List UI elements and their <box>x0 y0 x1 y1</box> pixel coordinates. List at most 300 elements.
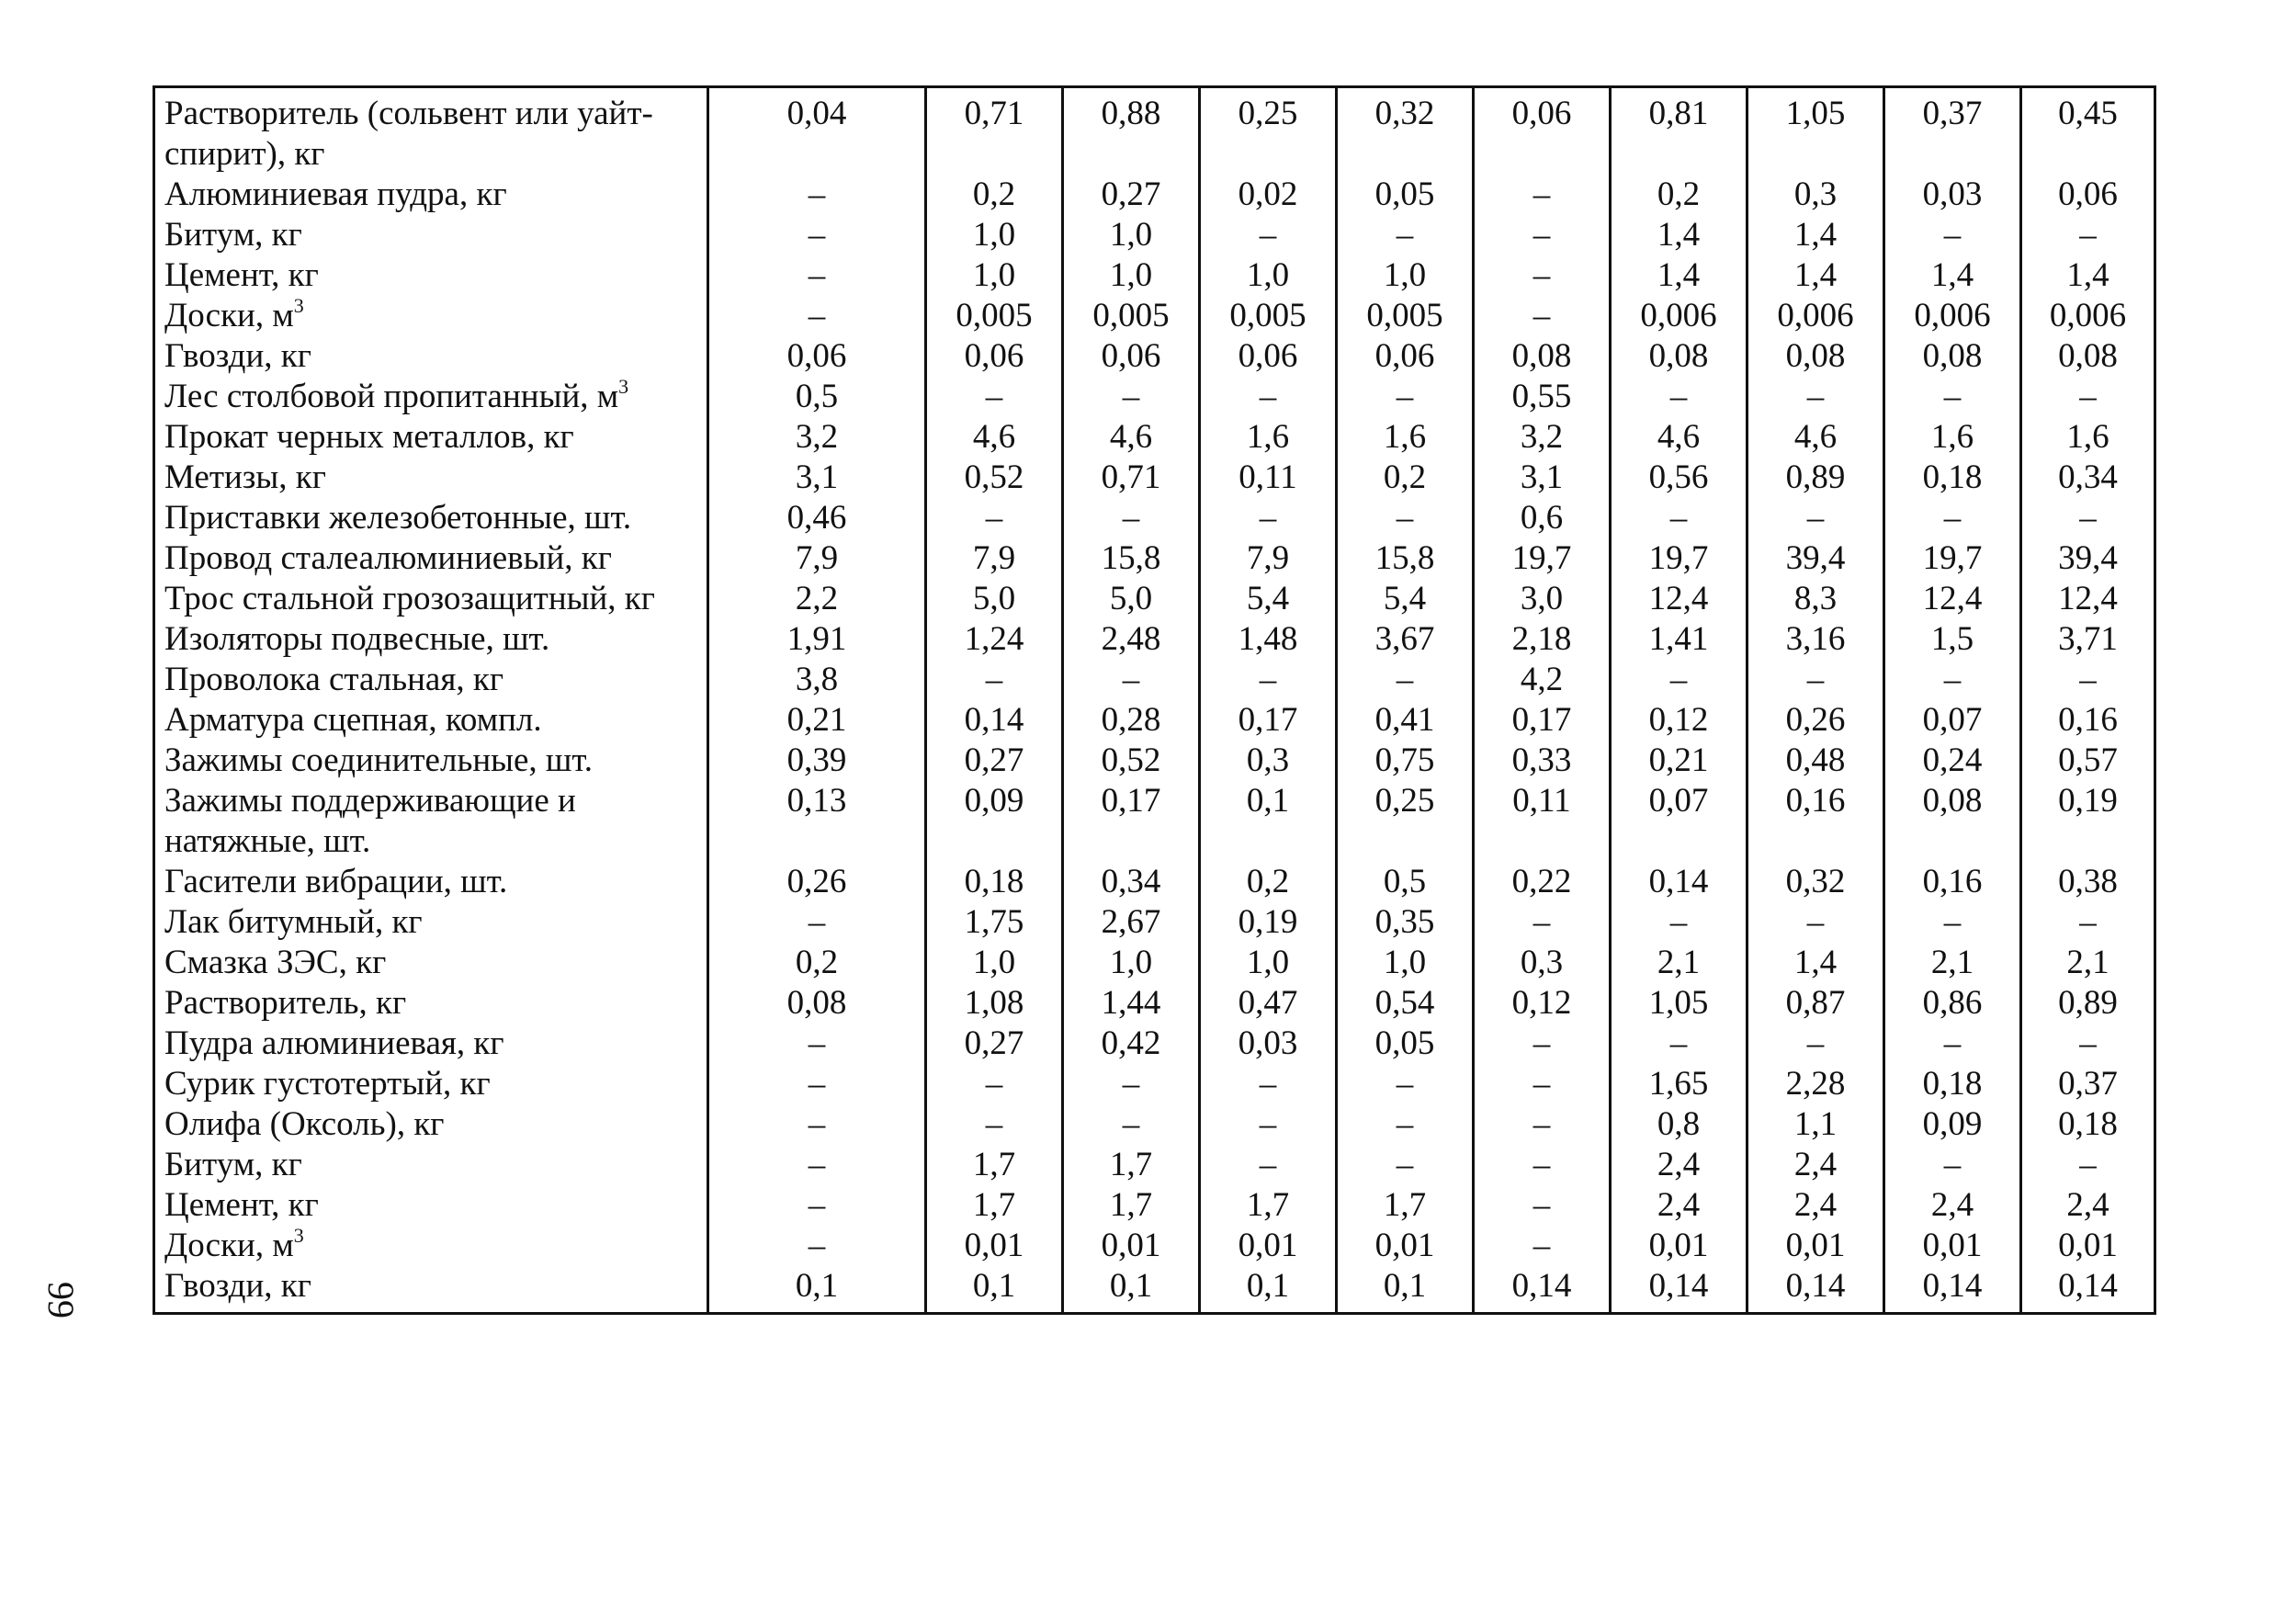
value-cell: 4,2 <box>1474 660 1611 700</box>
value-cell: 0,52 <box>1063 741 1200 781</box>
value-cell: 2,1 <box>1884 943 2021 983</box>
value-cell: – <box>1063 660 1200 700</box>
value-cell: – <box>2021 498 2155 538</box>
row-name: Провод сталеалюминиевый, кг <box>164 539 612 577</box>
value-cell: 4,6 <box>1611 417 1747 458</box>
value-cell: – <box>1884 1024 2021 1064</box>
value-cell: 0,8 <box>1611 1104 1747 1145</box>
row-name: Цемент, кг <box>164 1186 319 1224</box>
row-name: Трос стальной грозозащитный, кг <box>164 580 655 617</box>
value-cell: 4,6 <box>926 417 1063 458</box>
value-cell: 0,06 <box>1063 336 1200 377</box>
value-cell: 39,4 <box>2021 538 2155 579</box>
value-cell: – <box>1474 1185 1611 1226</box>
value-cell: 0,005 <box>1337 296 1474 336</box>
value-cell: – <box>708 1064 926 1104</box>
unit-superscript: 3 <box>293 1223 304 1247</box>
row-name-cell <box>154 781 708 862</box>
value-cell: 0,03 <box>1200 1024 1337 1064</box>
row-name: Гасители вибрации, шт. <box>164 863 508 900</box>
row-name: Метизы, кг <box>164 458 326 496</box>
value-cell: 0,56 <box>1611 458 1747 498</box>
value-cell: 0,006 <box>2021 296 2155 336</box>
value-cell: 0,45 <box>2021 87 2155 175</box>
value-cell: – <box>708 1226 926 1266</box>
value-cell: 1,24 <box>926 619 1063 660</box>
value-cell: 2,67 <box>1063 902 1200 943</box>
table-row <box>154 417 2155 458</box>
value-cell: 2,4 <box>2021 1185 2155 1226</box>
value-cell: 0,71 <box>1063 458 1200 498</box>
value-cell: 0,2 <box>1200 862 1337 902</box>
value-cell: 3,0 <box>1474 579 1611 619</box>
value-cell: – <box>926 1064 1063 1104</box>
value-cell: – <box>1884 660 2021 700</box>
value-cell: 2,4 <box>1884 1185 2021 1226</box>
value-cell: 0,04 <box>708 87 926 175</box>
value-cell: 1,08 <box>926 983 1063 1024</box>
table-row <box>154 1266 2155 1314</box>
value-cell: – <box>1884 902 2021 943</box>
value-cell: 3,2 <box>708 417 926 458</box>
row-name-cell <box>154 1104 708 1145</box>
value-cell: – <box>708 1145 926 1185</box>
value-cell: 0,01 <box>1747 1226 1884 1266</box>
value-cell: 1,7 <box>1063 1185 1200 1226</box>
value-cell: – <box>1611 1024 1747 1064</box>
value-cell: – <box>1884 498 2021 538</box>
value-cell: 0,17 <box>1200 700 1337 741</box>
value-cell: 0,01 <box>1063 1226 1200 1266</box>
row-name-cell <box>154 1266 708 1314</box>
value-cell: 1,0 <box>1063 215 1200 255</box>
value-cell: 0,01 <box>1337 1226 1474 1266</box>
value-cell: 0,21 <box>708 700 926 741</box>
value-cell: 0,1 <box>1063 1266 1200 1314</box>
table-row <box>154 660 2155 700</box>
row-name: Пудра алюминиевая, кг <box>164 1024 504 1062</box>
value-cell: 19,7 <box>1474 538 1611 579</box>
value-cell: – <box>926 377 1063 417</box>
value-cell: 2,4 <box>1611 1185 1747 1226</box>
value-cell: 0,17 <box>1474 700 1611 741</box>
row-name: Цемент, кг <box>164 256 319 294</box>
row-name-cell <box>154 336 708 377</box>
value-cell: 0,14 <box>1611 862 1747 902</box>
value-cell: 0,1 <box>1200 781 1337 862</box>
value-cell: – <box>1063 1064 1200 1104</box>
value-cell: 12,4 <box>2021 579 2155 619</box>
table-row <box>154 781 2155 862</box>
value-cell: 0,24 <box>1884 741 2021 781</box>
row-name-cell <box>154 943 708 983</box>
table-row <box>154 458 2155 498</box>
value-cell: 0,52 <box>926 458 1063 498</box>
row-name-cell <box>154 1145 708 1185</box>
value-cell: 1,05 <box>1611 983 1747 1024</box>
value-cell: 1,7 <box>1337 1185 1474 1226</box>
value-cell: – <box>708 175 926 215</box>
value-cell: 0,11 <box>1474 781 1611 862</box>
value-cell: 0,1 <box>926 1266 1063 1314</box>
value-cell: – <box>1063 498 1200 538</box>
value-cell: 0,71 <box>926 87 1063 175</box>
value-cell: 0,14 <box>926 700 1063 741</box>
value-cell: 0,37 <box>2021 1064 2155 1104</box>
value-cell: – <box>708 1024 926 1064</box>
value-cell: 4,6 <box>1747 417 1884 458</box>
table-row <box>154 1024 2155 1064</box>
row-name-cell <box>154 1185 708 1226</box>
value-cell: 0,14 <box>1474 1266 1611 1314</box>
value-cell: 0,57 <box>2021 741 2155 781</box>
value-cell: – <box>2021 1024 2155 1064</box>
value-cell: – <box>1063 377 1200 417</box>
value-cell: 0,28 <box>1063 700 1200 741</box>
value-cell: 1,6 <box>1884 417 2021 458</box>
value-cell: 3,67 <box>1337 619 1474 660</box>
value-cell: 2,2 <box>708 579 926 619</box>
value-cell: 0,3 <box>1474 943 1611 983</box>
value-cell: 1,5 <box>1884 619 2021 660</box>
value-cell: 0,08 <box>2021 336 2155 377</box>
value-cell: 0,54 <box>1337 983 1474 1024</box>
value-cell: 12,4 <box>1611 579 1747 619</box>
value-cell: – <box>1200 1064 1337 1104</box>
value-cell: 0,11 <box>1200 458 1337 498</box>
value-cell: – <box>708 1104 926 1145</box>
row-name: Растворитель (сольвент или уайт-спирит), кг <box>164 95 653 173</box>
value-cell: 19,7 <box>1884 538 2021 579</box>
value-cell: 1,0 <box>1063 255 1200 296</box>
value-cell: 12,4 <box>1884 579 2021 619</box>
value-cell: 2,4 <box>1747 1145 1884 1185</box>
value-cell: 0,006 <box>1747 296 1884 336</box>
value-cell: 0,13 <box>708 781 926 862</box>
value-cell: 8,3 <box>1747 579 1884 619</box>
value-cell: 3,1 <box>708 458 926 498</box>
table-row <box>154 700 2155 741</box>
value-cell: 1,0 <box>1337 255 1474 296</box>
value-cell: 0,18 <box>926 862 1063 902</box>
value-cell: 0,3 <box>1747 175 1884 215</box>
value-cell: 2,28 <box>1747 1064 1884 1104</box>
value-cell: – <box>1474 1226 1611 1266</box>
row-name: Смазка ЗЭС, кг <box>164 944 387 981</box>
value-cell: 0,06 <box>926 336 1063 377</box>
row-name: Проволока стальная, кг <box>164 661 504 698</box>
value-cell: 0,005 <box>1063 296 1200 336</box>
table-row <box>154 377 2155 417</box>
table-row <box>154 943 2155 983</box>
row-name: Приставки железобетонные, шт. <box>164 499 632 537</box>
value-cell: – <box>2021 215 2155 255</box>
value-cell: 1,0 <box>1200 255 1337 296</box>
value-cell: 0,08 <box>1611 336 1747 377</box>
value-cell: 0,26 <box>708 862 926 902</box>
value-cell: 0,32 <box>1337 87 1474 175</box>
value-cell: – <box>1200 660 1337 700</box>
value-cell: 0,37 <box>1884 87 2021 175</box>
row-name-cell <box>154 87 708 175</box>
value-cell: 1,7 <box>926 1185 1063 1226</box>
value-cell: 0,89 <box>1747 458 1884 498</box>
value-cell: – <box>708 1185 926 1226</box>
value-cell: 0,06 <box>1474 87 1611 175</box>
row-name-cell <box>154 741 708 781</box>
value-cell: – <box>1611 902 1747 943</box>
value-cell: 0,39 <box>708 741 926 781</box>
value-cell: 0,08 <box>1884 336 2021 377</box>
value-cell: 0,09 <box>926 781 1063 862</box>
value-cell: 0,16 <box>1884 862 2021 902</box>
value-cell: 1,4 <box>1611 215 1747 255</box>
row-name: Битум, кг <box>164 216 302 254</box>
value-cell: – <box>1474 296 1611 336</box>
value-cell: – <box>1884 1145 2021 1185</box>
value-cell: 0,5 <box>1337 862 1474 902</box>
value-cell: 1,05 <box>1747 87 1884 175</box>
value-cell: 0,01 <box>926 1226 1063 1266</box>
value-cell: 0,01 <box>1200 1226 1337 1266</box>
value-cell: 0,21 <box>1611 741 1747 781</box>
value-cell: 0,14 <box>2021 1266 2155 1314</box>
value-cell: 1,7 <box>926 1145 1063 1185</box>
value-cell: – <box>926 498 1063 538</box>
value-cell: 0,2 <box>708 943 926 983</box>
value-cell: 7,9 <box>708 538 926 579</box>
row-name: Гвозди, кг <box>164 337 311 375</box>
value-cell: – <box>2021 1145 2155 1185</box>
row-name: Лес столбовой пропитанный, м <box>164 378 619 415</box>
value-cell: 3,8 <box>708 660 926 700</box>
value-cell: 1,4 <box>1747 943 1884 983</box>
value-cell: 1,4 <box>1747 215 1884 255</box>
row-name: Доски, м <box>164 1227 294 1264</box>
row-name-cell <box>154 538 708 579</box>
value-cell: 0,1 <box>708 1266 926 1314</box>
value-cell: – <box>708 215 926 255</box>
table-row <box>154 255 2155 296</box>
value-cell: 3,16 <box>1747 619 1884 660</box>
value-cell: 0,08 <box>708 983 926 1024</box>
table-row <box>154 498 2155 538</box>
value-cell: – <box>1474 1145 1611 1185</box>
unit-superscript: 3 <box>293 293 304 317</box>
value-cell: – <box>708 255 926 296</box>
value-cell: 0,48 <box>1747 741 1884 781</box>
value-cell: 1,0 <box>1063 943 1200 983</box>
value-cell: 0,01 <box>1611 1226 1747 1266</box>
value-cell: 2,4 <box>1747 1185 1884 1226</box>
value-cell: 1,41 <box>1611 619 1747 660</box>
row-name: Арматура сцепная, компл. <box>164 701 542 739</box>
value-cell: 0,27 <box>926 741 1063 781</box>
value-cell: 0,26 <box>1747 700 1884 741</box>
value-cell: 0,5 <box>708 377 926 417</box>
value-cell: 0,2 <box>926 175 1063 215</box>
value-cell: – <box>1474 902 1611 943</box>
value-cell: – <box>1474 1104 1611 1145</box>
row-name-cell <box>154 458 708 498</box>
value-cell: 0,08 <box>1747 336 1884 377</box>
value-cell: – <box>1200 377 1337 417</box>
row-name-cell <box>154 293 708 336</box>
value-cell: 0,05 <box>1337 1024 1474 1064</box>
value-cell: 0,1 <box>1337 1266 1474 1314</box>
table-body <box>154 87 2155 1314</box>
table-row <box>154 1145 2155 1185</box>
value-cell: – <box>708 296 926 336</box>
value-cell: 7,9 <box>926 538 1063 579</box>
value-cell: 0,16 <box>2021 700 2155 741</box>
value-cell: 0,42 <box>1063 1024 1200 1064</box>
value-cell: 1,0 <box>1337 943 1474 983</box>
table-row <box>154 336 2155 377</box>
value-cell: – <box>1200 1104 1337 1145</box>
row-name-cell <box>154 1223 708 1266</box>
value-cell: 0,25 <box>1200 87 1337 175</box>
value-cell: – <box>1337 660 1474 700</box>
value-cell: 0,38 <box>2021 862 2155 902</box>
value-cell: 0,08 <box>1474 336 1611 377</box>
row-name-cell <box>154 619 708 660</box>
value-cell: 1,4 <box>1611 255 1747 296</box>
value-cell: – <box>1747 660 1884 700</box>
value-cell: 0,34 <box>1063 862 1200 902</box>
table-row <box>154 579 2155 619</box>
value-cell: 0,09 <box>1884 1104 2021 1145</box>
value-cell: 0,06 <box>2021 175 2155 215</box>
value-cell: 0,19 <box>1200 902 1337 943</box>
table-row <box>154 619 2155 660</box>
row-name: Зажимы поддерживающие и натяжные, шт. <box>164 782 576 860</box>
value-cell: – <box>1474 255 1611 296</box>
value-cell: 1,4 <box>1747 255 1884 296</box>
value-cell: 0,14 <box>1884 1266 2021 1314</box>
value-cell: 5,4 <box>1337 579 1474 619</box>
value-cell: 1,7 <box>1063 1145 1200 1185</box>
table-row <box>154 1104 2155 1145</box>
value-cell: 0,86 <box>1884 983 2021 1024</box>
table-row <box>154 1226 2155 1266</box>
row-name-cell <box>154 374 708 417</box>
value-cell: – <box>1474 1064 1611 1104</box>
value-cell: 0,27 <box>926 1024 1063 1064</box>
value-cell: 1,0 <box>926 943 1063 983</box>
row-name: Гвозди, кг <box>164 1267 311 1305</box>
value-cell: 0,16 <box>1747 781 1884 862</box>
value-cell: – <box>1884 377 2021 417</box>
value-cell: 0,55 <box>1474 377 1611 417</box>
row-name-cell <box>154 660 708 700</box>
value-cell: 0,6 <box>1474 498 1611 538</box>
value-cell: 0,01 <box>1884 1226 2021 1266</box>
value-cell: 5,0 <box>1063 579 1200 619</box>
value-cell: – <box>1747 498 1884 538</box>
value-cell: 0,17 <box>1063 781 1200 862</box>
value-cell: 2,18 <box>1474 619 1611 660</box>
value-cell: – <box>1474 215 1611 255</box>
value-cell: 0,22 <box>1474 862 1611 902</box>
value-cell: 15,8 <box>1337 538 1474 579</box>
value-cell: 0,81 <box>1611 87 1747 175</box>
table-row <box>154 1064 2155 1104</box>
value-cell: 0,18 <box>1884 458 2021 498</box>
value-cell: – <box>1611 377 1747 417</box>
value-cell: 1,6 <box>2021 417 2155 458</box>
value-cell: – <box>1200 498 1337 538</box>
row-name-cell <box>154 417 708 458</box>
value-cell: 0,07 <box>1611 781 1747 862</box>
value-cell: – <box>926 660 1063 700</box>
value-cell: 0,006 <box>1884 296 2021 336</box>
value-cell: – <box>1474 1024 1611 1064</box>
row-name-cell <box>154 862 708 902</box>
value-cell: – <box>1747 1024 1884 1064</box>
table-row <box>154 215 2155 255</box>
value-cell: 0,14 <box>1611 1266 1747 1314</box>
value-cell: 0,87 <box>1747 983 1884 1024</box>
table-row <box>154 983 2155 1024</box>
value-cell: 0,08 <box>1884 781 2021 862</box>
value-cell: 5,4 <box>1200 579 1337 619</box>
value-cell: – <box>1747 902 1884 943</box>
value-cell: 0,27 <box>1063 175 1200 215</box>
value-cell: 0,005 <box>1200 296 1337 336</box>
value-cell: 5,0 <box>926 579 1063 619</box>
value-cell: 0,2 <box>1611 175 1747 215</box>
row-name: Изоляторы подвесные, шт. <box>164 620 550 658</box>
value-cell: – <box>2021 902 2155 943</box>
row-name: Лак битумный, кг <box>164 903 423 941</box>
unit-superscript: 3 <box>618 374 629 398</box>
value-cell: 0,05 <box>1337 175 1474 215</box>
table-row <box>154 538 2155 579</box>
value-cell: 0,18 <box>2021 1104 2155 1145</box>
row-name: Прокат черных металлов, кг <box>164 418 574 456</box>
value-cell: 0,06 <box>708 336 926 377</box>
value-cell: 0,3 <box>1200 741 1337 781</box>
table-row <box>154 862 2155 902</box>
value-cell: 3,1 <box>1474 458 1611 498</box>
row-name-cell <box>154 902 708 943</box>
row-name: Растворитель, кг <box>164 984 407 1022</box>
value-cell: – <box>1747 377 1884 417</box>
page-number: 99 <box>40 1282 82 1318</box>
value-cell: 0,18 <box>1884 1064 2021 1104</box>
value-cell: – <box>1063 1104 1200 1145</box>
value-cell: – <box>926 1104 1063 1145</box>
value-cell: – <box>1337 1104 1474 1145</box>
value-cell: 1,4 <box>1884 255 2021 296</box>
value-cell: 39,4 <box>1747 538 1884 579</box>
value-cell: 15,8 <box>1063 538 1200 579</box>
value-cell: 1,6 <box>1200 417 1337 458</box>
value-cell: 1,0 <box>926 215 1063 255</box>
row-name: Доски, м <box>164 297 294 334</box>
value-cell: 0,1 <box>1200 1266 1337 1314</box>
row-name-cell <box>154 1024 708 1064</box>
value-cell: 3,2 <box>1474 417 1611 458</box>
value-cell: 0,46 <box>708 498 926 538</box>
value-cell: 0,88 <box>1063 87 1200 175</box>
value-cell: – <box>1200 1145 1337 1185</box>
value-cell: – <box>1337 215 1474 255</box>
value-cell: – <box>1611 498 1747 538</box>
value-cell: 2,4 <box>1611 1145 1747 1185</box>
value-cell: – <box>1337 1145 1474 1185</box>
